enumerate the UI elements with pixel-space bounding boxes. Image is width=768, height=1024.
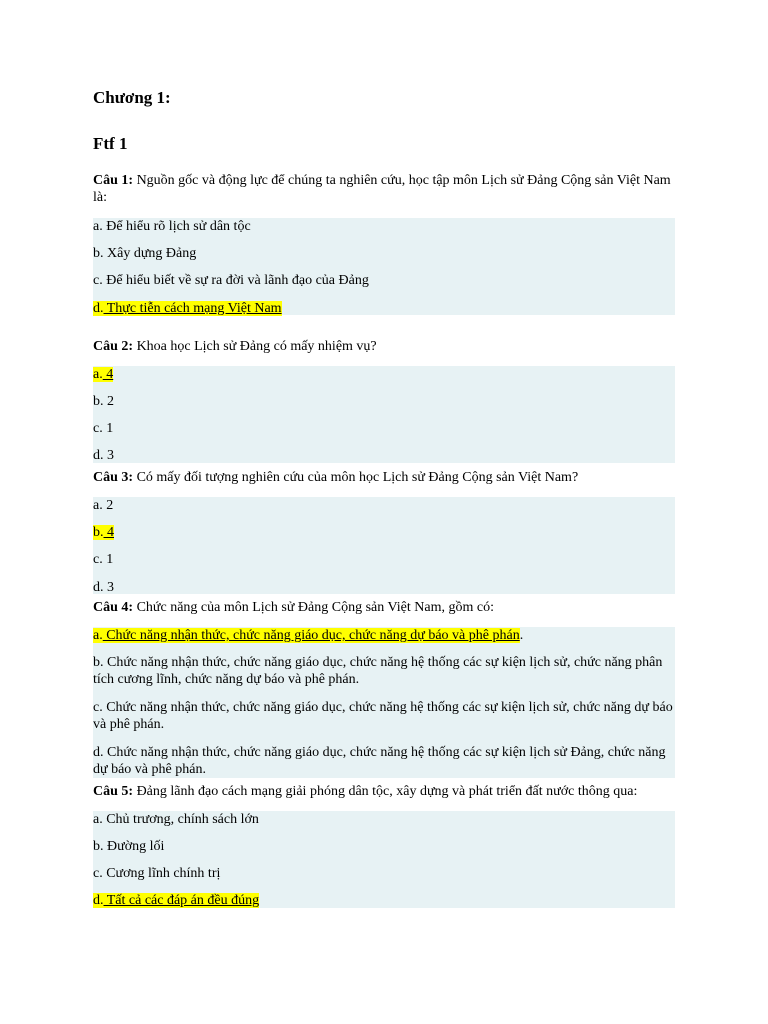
option-d: d. 3 [93, 448, 114, 463]
option-a: a. 2 [93, 498, 114, 513]
question-label: Câu 2: [93, 339, 134, 354]
options-block-3 [93, 497, 675, 594]
question-text: Đảng lãnh đạo cách mạng giải phóng dân tộc, xây dựng và phát triển đất nước thông qua: [133, 784, 638, 799]
option-d: d. 3 [93, 580, 114, 595]
option-b: b. 2 [93, 394, 114, 409]
options-block-4 [93, 627, 675, 778]
option-c: c. Cương lĩnh chính trị [93, 866, 221, 881]
question-text: Có mấy đối tượng nghiên cứu của môn học Lịch sử Đảng Cộng sản Việt Nam? [133, 470, 579, 485]
option-a-correct: a. 4 [93, 367, 114, 382]
option-c: c. 1 [93, 552, 114, 567]
option-c: c. Để hiểu biết về sự ra đời và lãnh đạo của Đảng [93, 273, 369, 288]
option-a: a. Chủ trương, chính sách lớn [93, 812, 259, 827]
option-b: b. Xây dựng Đảng [93, 246, 197, 261]
option-d: d. Chức năng nhận thức, chức năng giáo dục, chức năng hệ thống các sự kiện lịch sử Đảng, chức năng dự báo và phê phán. [93, 745, 666, 777]
question-text: Nguồn gốc và động lực để chúng ta nghiên cứu, học tập môn Lịch sử Đảng Cộng sản Việt Nam là: [93, 173, 671, 205]
question-text: Khoa học Lịch sử Đảng có mấy nhiệm vụ? [133, 339, 377, 354]
question-2 [93, 338, 675, 355]
question-text: Chức năng của môn Lịch sử Đảng Cộng sản Việt Nam, gồm có: [133, 600, 494, 615]
section-title: Ftf 1 [93, 134, 128, 153]
option-b: b. Chức năng nhận thức, chức năng giáo dục, chức năng hệ thống các sự kiện lịch sử, chức năng phân tích cương lĩnh, chức năng dự báo và phê phán. [93, 655, 663, 687]
question-label: Câu 3: [93, 470, 134, 485]
option-a: a. Để hiểu rõ lịch sử dân tộc [93, 219, 251, 234]
option-c: c. Chức năng nhận thức, chức năng giáo dục, chức năng hệ thống các sự kiện lịch sử, chức năng dự báo và phê phán. [93, 700, 673, 732]
option-c: c. 1 [93, 421, 114, 436]
option-d-correct: d. Tất cả các đáp án đều đúng [93, 893, 260, 908]
option-a-correct: a. Chức năng nhận thức, chức năng giáo dục, chức năng dự báo và phê phán. [93, 628, 524, 643]
question-label: Câu 4: [93, 600, 134, 615]
option-b-correct: b. 4 [93, 525, 114, 540]
question-1 [93, 172, 675, 206]
options-block-1 [93, 218, 675, 315]
question-5 [93, 783, 675, 800]
option-d-correct: d. Thực tiễn cách mạng Việt Nam [93, 301, 282, 316]
options-block-2 [93, 366, 675, 463]
question-4 [93, 599, 675, 616]
question-3 [93, 469, 675, 486]
options-block-5 [93, 811, 675, 908]
option-b: b. Đường lối [93, 839, 165, 854]
question-label: Câu 1: [93, 173, 134, 188]
question-label: Câu 5: [93, 784, 134, 799]
chapter-title: Chương 1: [93, 88, 171, 107]
